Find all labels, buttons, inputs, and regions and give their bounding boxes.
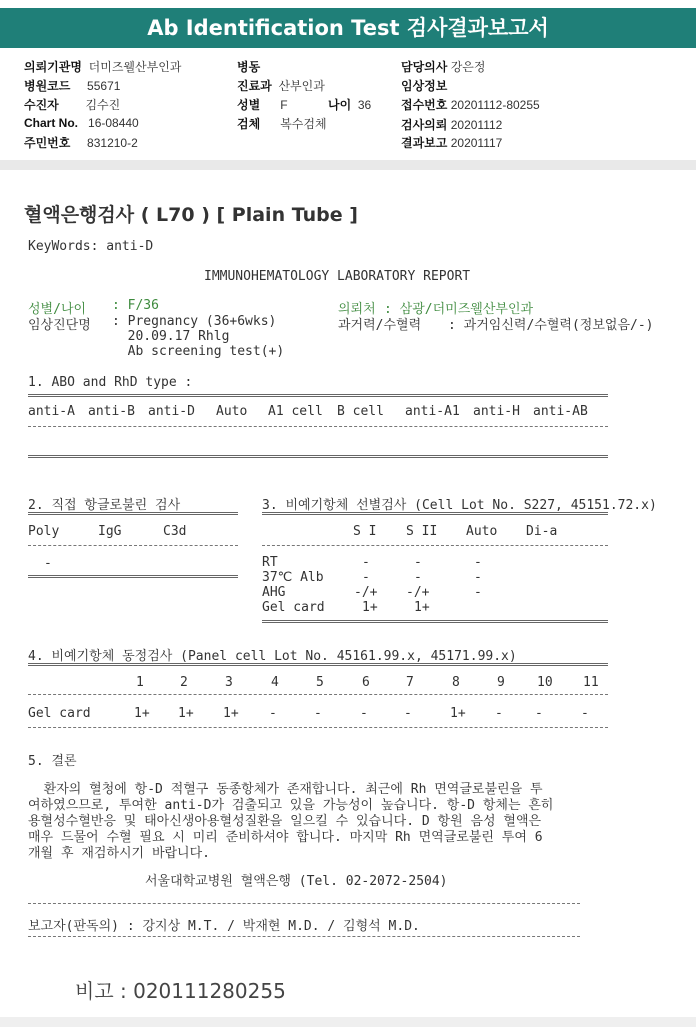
screen-cell: 1+ [414,600,430,615]
panel-value-cell: - [360,706,368,721]
referral-value: : 삼광/더미즈웰산부인과 [384,302,534,317]
panel-header-cell: 10 [537,675,553,690]
panel-header-cell: 11 [583,675,599,690]
abo-header-auto: Auto [216,404,248,419]
section-1-title: 1. ABO and RhD type : [28,375,193,390]
reporter: 보고자(판독의) : 강지상 M.T. / 박재현 M.D. / 김형석 M.D. [28,919,420,934]
header-specimen: 검체 복수검체 [237,117,327,131]
divider [262,512,608,515]
divider [28,903,580,904]
panel-value-cell: - [269,706,277,721]
report-title: Ab Identification Test 검사결과보고서 [147,16,549,40]
screen-row-label: Gel card [262,600,325,615]
report-title-bar [0,8,696,48]
screen-cell: - [414,555,422,570]
sex-age-value: : F/36 [112,298,159,313]
divider [28,545,238,546]
header-sex: 성별 F [237,98,288,112]
abo-header-anti-b: anti-B [88,404,135,419]
header-receipt-no: 접수번호 20201112-80255 [401,98,540,112]
screen-cell: - [362,555,370,570]
screen-header-auto: Auto [466,524,498,539]
screen-cell: - [474,585,482,600]
screen-header-s2: S II [406,524,438,539]
conclusion-line-2: 여하였으므로, 투여한 anti-D가 검출되고 있을 가능성이 높습니다. 항-D 항체는 흔히 [28,798,554,813]
header-patient: 수진자 김수진 [24,98,121,112]
dat-header-c3d: C3d [163,524,187,539]
screen-row-label: RT [262,555,278,570]
divider [28,455,608,458]
abo-header-b-cell: B cell [337,404,384,419]
divider [28,394,608,397]
remark: 비고 : 020111280255 [75,979,286,1003]
section-2-title: 2. 직접 항글로불린 검사 [28,498,181,513]
header-chart-no: Chart No. 16-08440 [24,116,139,130]
header-report-date: 결과보고 20201117 [401,136,503,150]
header-request-date: 검사의뢰 20201112 [401,118,503,132]
panel-header-cell: 2 [180,675,188,690]
abo-header-anti-a: anti-A [28,404,75,419]
screen-row-label: 37℃ Alb [262,570,324,585]
conclusion-line-5: 개월 후 재검하시기 바랍니다. [28,846,211,861]
screen-cell: -/+ [406,585,430,600]
divider [28,936,580,937]
screen-cell: - [474,570,482,585]
divider [262,545,608,546]
divider [28,727,608,728]
screen-cell: - [362,570,370,585]
panel-value-cell: - [581,706,589,721]
panel-value-cell: - [495,706,503,721]
panel-header-cell: 5 [316,675,324,690]
header-ward: 병동 [237,60,261,74]
diagnosis-label: 임상진단명 [28,318,91,333]
dat-header-poly: Poly [28,524,60,539]
abo-header-anti-a1: anti-A1 [405,404,460,419]
divider [28,575,238,578]
keywords: KeyWords: anti-D [28,239,154,254]
panel-header-cell: 3 [225,675,233,690]
dat-header-igg: IgG [98,524,122,539]
panel-value-cell: - [404,706,412,721]
abo-header-anti-h: anti-H [473,404,520,419]
divider [262,620,608,623]
header-resident-no: 주민번호 831210-2 [24,136,138,150]
header-hospital-code: 병원코드 55671 [24,79,121,93]
section-5-title: 5. 결론 [28,754,77,769]
divider [28,426,608,427]
screen-cell: - [414,570,422,585]
screen-cell: - [474,555,482,570]
lab-title: IMMUNOHEMATOLOGY LABORATORY REPORT [204,269,471,284]
panel-header-cell: 6 [362,675,370,690]
header-department: 진료과 산부인과 [237,79,325,93]
panel-value-cell: - [314,706,322,721]
history-label: 과거력/수혈력 [338,318,422,333]
abo-header-a1-cell: A1 cell [268,404,323,419]
history-value: : 과거임신력/수혈력(정보없음/-) [448,318,654,333]
panel-header-cell: 9 [497,675,505,690]
panel-row-label: Gel card [28,706,91,721]
bottom-band [0,1017,696,1027]
sex-age-label: 성별/나이 [28,302,87,317]
abo-header-anti-ab: anti-AB [533,404,588,419]
abo-header-anti-d: anti-D [148,404,195,419]
screen-cell: 1+ [362,600,378,615]
section-4-title: 4. 비예기항체 동정검사 (Panel cell Lot No. 45161.99.x, 45171.99.x) [28,649,517,664]
divider [28,512,238,515]
screen-header-di-a: Di-a [526,524,558,539]
diagnosis-line-2: 20.09.17 Rhlg [112,329,230,344]
panel-value-cell: 1+ [223,706,239,721]
conclusion-line-4: 매우 드물어 수혈 필요 시 미리 준비하셔야 합니다. 마지막 Rh 면역글로불린 투여 6 [28,830,543,845]
panel-header-cell: 4 [271,675,279,690]
diagnosis-line-1: : Pregnancy (36+6wks) [112,314,277,329]
panel-header-cell: 1 [136,675,144,690]
panel-value-cell: 1+ [178,706,194,721]
conclusion-line-3: 용혈성수혈반응 및 태아신생아용혈성질환을 일으킬 수 있습니다. D 항원 음성 혈액은 [28,814,542,829]
referral-label: 의뢰처 [338,302,376,317]
screen-cell: -/+ [354,585,378,600]
divider [28,694,608,695]
panel-value-cell: 1+ [450,706,466,721]
header-doctor: 담당의사 강은정 [401,60,486,74]
divider [28,663,608,666]
panel-header-cell: 7 [406,675,414,690]
header-clinical-info: 임상정보 [401,79,448,93]
conclusion-line-1: 환자의 혈청에 항-D 적혈구 동종항체가 존재합니다. 최근에 Rh 면역글로불린을 투 [28,782,543,797]
diagnosis-line-3: Ab screening test(+) [112,344,285,359]
screen-row-label: AHG [262,585,286,600]
section-3-title: 3. 비예기항체 선별검사 (Cell Lot No. S227, 45151.72.x) [262,498,657,513]
hospital-contact: 서울대학교병원 혈액은행 (Tel. 02-2072-2504) [145,874,448,889]
header-age: 나이 36 [328,98,372,112]
header-institution: 의뢰기관명 더미즈웰산부인과 [24,60,182,74]
panel-header-cell: 8 [452,675,460,690]
panel-value-cell: 1+ [134,706,150,721]
screen-header-s1: S I [353,524,377,539]
header-separator [0,160,696,170]
panel-value-cell: - [535,706,543,721]
report-heading: 혈액은행검사 ( L70 ) [ Plain Tube ] [24,204,358,226]
dat-value-poly: - [44,556,52,571]
